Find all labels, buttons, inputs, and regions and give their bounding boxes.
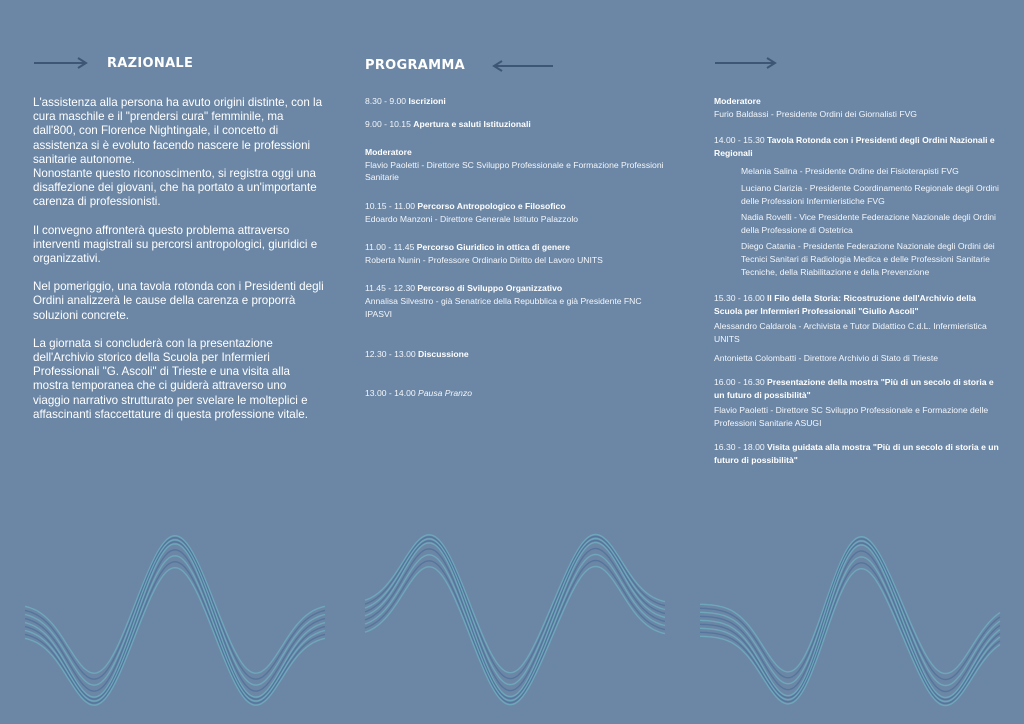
programma-afternoon [714, 95, 999, 477]
moderator-label: Moderatore [365, 147, 412, 158]
moderator-label: Moderatore [714, 96, 761, 106]
programma-heading: PROGRAMMA [365, 58, 465, 73]
speaker: Roberta Nunin - Professore Ordinario Diritto del Lavoro UNITS [365, 254, 603, 265]
paragraph: Il convegno affronterà questo problema attraverso interventi magistrali su percorsi antropologici, giuridici e organizzativi. [33, 223, 318, 266]
speaker: Antonietta Colombatti - Direttore Archivio di Stato di Trieste [714, 352, 939, 363]
time: 16.30 - 18.00 [714, 442, 765, 453]
time: 13.00 - 14.00 [365, 387, 416, 398]
wave-line [25, 538, 325, 679]
program-item [365, 387, 665, 400]
wave-line [700, 569, 1000, 706]
item-title: Iscrizioni [408, 96, 446, 106]
time: 15.30 - 16.00 [714, 293, 765, 304]
panelist: Luciano Clarizia - Presidente Coordinamento Regionale degli Ordini delle Professioni Infermieristiche FVG [741, 182, 999, 206]
arrow-left-icon [491, 60, 555, 72]
moderator [714, 95, 999, 120]
paragraph: Nel pomeriggio, una tavola rotonda con i Presidenti degli Ordini analizzerà le cause della carenza e proporrà soluzioni concrete. [33, 280, 324, 322]
wave-line [25, 542, 325, 691]
razionale-heading: RAZIONALE [107, 56, 194, 71]
item-title: Discussione [418, 349, 469, 360]
program-item [365, 282, 665, 320]
item-title: Pausa Pranzo [418, 387, 473, 398]
moderator-text: Furio Baldassi - Presidente Ordini dei Giornalisti FVG [714, 108, 917, 119]
time: 12.30 - 13.00 [365, 349, 416, 360]
program-item [365, 241, 665, 266]
time: 11.00 - 11.45 [365, 242, 415, 253]
speaker: Alessandro Caldarola - Archivista e Tutor Didattico C.d.L. Infermieristica UNITS [714, 321, 987, 344]
item-title: Visita guidata alla mostra "Più di un secolo di storia e un futuro di possibilità" [714, 442, 999, 466]
item-title: Apertura e saluti Istituzionali [413, 118, 531, 129]
razionale-text [33, 96, 325, 436]
time: 16.00 - 16.30 [714, 377, 765, 388]
speaker: Flavio Paoletti - Direttore SC Sviluppo Professionale e Formazione delle Professioni Sanitarie ASUGI [714, 405, 989, 428]
speaker: Edoardo Manzoni - Direttore Generale Istituto Palazzolo [365, 213, 579, 224]
panelist: Diego Catania - Presidente Federazione Nazionale degli Ordini dei Tecnici Sanitari di Radiologia Medica e delle Professioni Sanitarie Tecniche, della Riabilitazione e della Prevenzione [741, 241, 995, 277]
item-title: Tavola Rotonda con i Presidenti degli Ordini Nazionali e Regionali [714, 135, 995, 158]
arrow-right-icon [714, 57, 778, 69]
tavola-rotonda [714, 134, 999, 159]
speaker: Annalisa Silvestro - già Senatrice della Repubblica e già Presidente FNC IPASVI [365, 295, 642, 319]
wave-line [700, 563, 1000, 704]
paragraph: La giornata si concluderà con la presentazione dell'Archivio storico della Scuola per Infermieri Professionali "G. Ascoli" di Trieste e una visita alla mostra temporanea che ci guiderà attraverso uno viaggio narrativo strutturato per svelare le molteplici e affascinanti sfaccettature di questa professione vitale. [33, 336, 308, 421]
paragraph: L'assistenza alla persona ha avuto origini distinte, con la cura maschile e il "prendersi cura" femminile, ma dall'800, con Florence Nightingale, il concetto di assistenza si è evoluto facendo nascere le professioni sanitarie autonome. [33, 96, 323, 166]
item-title: Presentazione della mostra "Più di un secolo di storia e un futuro di possibilità" [714, 377, 994, 400]
item-title: Il Filo della Storia: Ricostruzione dell'Archivio della Scuola per Infermieri Professionali "Giulio Ascoli" [714, 293, 976, 316]
program-item [714, 441, 999, 466]
time: 10.15 - 11.00 [365, 200, 416, 211]
program-item [365, 348, 665, 361]
time: 8.30 - 9.00 [365, 96, 407, 106]
program-item [365, 200, 665, 225]
arrow-right-icon [33, 57, 89, 69]
program-item [714, 292, 999, 364]
program-item [714, 376, 999, 429]
programma-morning [365, 95, 665, 409]
program-item [365, 118, 665, 131]
panelist: Nadia Rovelli - Vice Presidente Federazione Nazionale degli Ordini della Professione di Ostetrica [741, 212, 996, 235]
item-title: Percorso Giuridico in ottica di genere [416, 242, 571, 253]
item-title: Percorso Antropologico e Filosofico [417, 200, 566, 211]
paragraph: Nonostante questo riconoscimento, si registra oggi una disaffezione dei giovani, che ha portato a un'importante carenza di professionisti. [33, 167, 317, 209]
program-item [365, 95, 665, 108]
panelist-list [714, 165, 999, 278]
program-item [365, 146, 665, 184]
time: 9.00 - 10.15 [365, 118, 411, 129]
time: 14.00 - 15.30 [714, 135, 765, 146]
moderator-text: Flavio Paoletti - Direttore SC Sviluppo Professionale e Formazione Professioni Sanitarie [365, 159, 664, 183]
item-title: Percorso di Sviluppo Organizzativo [417, 283, 563, 294]
wave-line [700, 541, 1000, 686]
wave-line [365, 561, 665, 703]
panelist: Melania Salina - Presidente Ordine dei Fisioterapisti FVG [741, 166, 959, 177]
wave-line [25, 568, 325, 706]
decorative-waves [0, 520, 1024, 724]
time: 11.45 - 12.30 [365, 283, 416, 294]
